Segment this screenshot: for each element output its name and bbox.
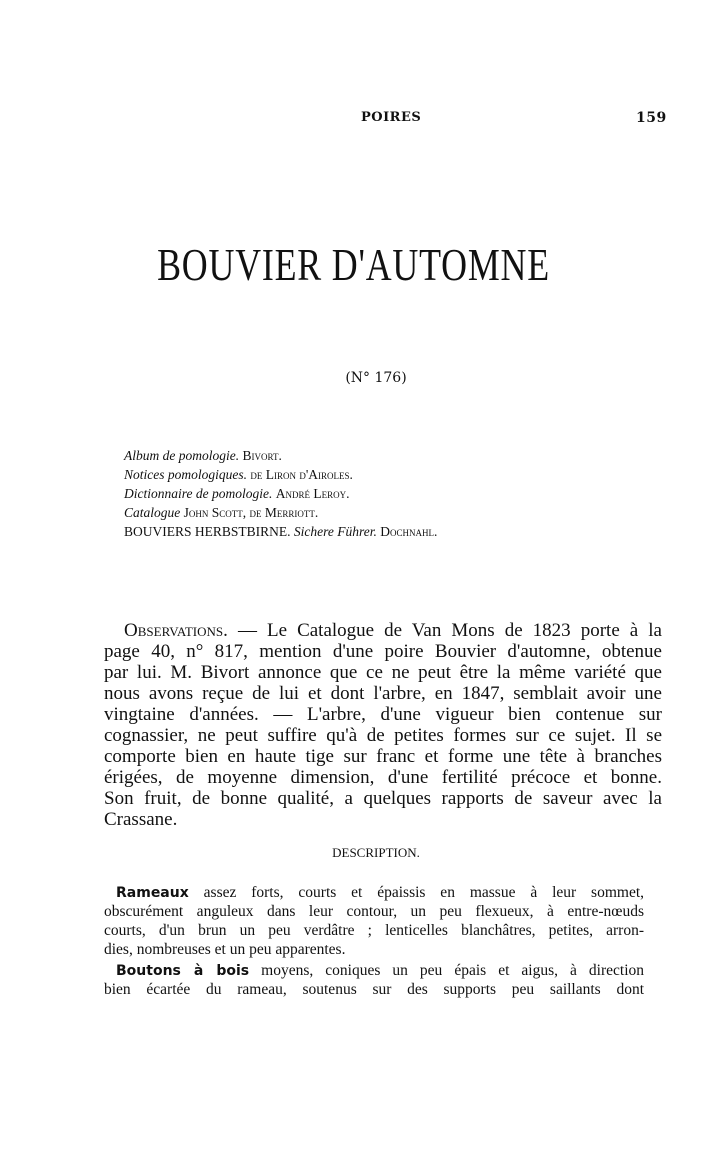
rameaux-line: obscurément anguleux dans leur contour, un peu flexueux, à entre-nœuds bbox=[104, 903, 644, 920]
observations-line: par lui. M. Bivort annonce que ce ne peut être la même variété que bbox=[104, 662, 662, 683]
observations-line: comporte bien en haute tige sur franc et forme une tête à branches bbox=[104, 746, 662, 767]
bibliography-entry: Catalogue John Scott, de Merriott. bbox=[124, 505, 319, 520]
rameaux-label: Rameaux bbox=[116, 885, 189, 901]
observations-line: Observations. — Le Catalogue de Van Mons de 1823 porte à la bbox=[124, 620, 662, 641]
description-heading: DESCRIPTION. bbox=[332, 845, 420, 860]
boutons-line: bien écartée du rameau, soutenus sur des supports peu saillants dont bbox=[104, 981, 644, 998]
page-number: 159 bbox=[636, 110, 667, 126]
rameaux-line: courts, d'un brun un peu verdâtre ; lenticelles blanchâtres, petites, arron- bbox=[104, 922, 644, 939]
observations-line: page 40, n° 817, mention d'une poire Bouvier d'automne, obtenue bbox=[104, 641, 662, 662]
observations-line: Crassane. bbox=[104, 809, 178, 830]
observations-line: vingtaine d'années. — L'arbre, d'une vigueur bien contenue sur bbox=[104, 704, 662, 725]
observations-line: nous avons reçue de lui et dont l'arbre, en 1847, semblait avoir une bbox=[104, 683, 662, 704]
running-title: POIRES bbox=[361, 110, 422, 125]
bibliography-entry: Notices pomologiques. de Liron d'Airoles. bbox=[124, 467, 353, 482]
bibliography-entry: Album de pomologie. Bivort. bbox=[124, 448, 282, 463]
rameaux-line: dies, nombreuses et un peu apparentes. bbox=[104, 941, 346, 958]
observations-line: érigées, de moyenne dimension, d'une fertilité précoce et bonne. bbox=[104, 767, 662, 788]
observations-line: cognassier, ne peut suffire qu'à de petites formes sur ce sujet. Il se bbox=[104, 725, 662, 746]
variety-number: (N° 176) bbox=[345, 370, 407, 386]
rameaux-line: Rameaux assez forts, courts et épaissis en massue à leur sommet, bbox=[116, 884, 645, 901]
observations-label: Observations. bbox=[124, 620, 228, 641]
bibliography-entry: Dictionnaire de pomologie. André Leroy. bbox=[124, 486, 350, 501]
boutons-line: Boutons à bois moyens, coniques un peu épais et aigus, à direction bbox=[116, 962, 645, 979]
bibliography-entry: BOUVIERS HERBSTBIRNE. Sichere Führer. Dochnahl. bbox=[124, 524, 438, 539]
page-title: BOUVIER D'AUTOMNE bbox=[157, 239, 550, 290]
observations-line: Son fruit, de bonne qualité, a quelques rapports de saveur avec la bbox=[104, 788, 662, 809]
boutons-label: Boutons à bois bbox=[116, 963, 250, 979]
